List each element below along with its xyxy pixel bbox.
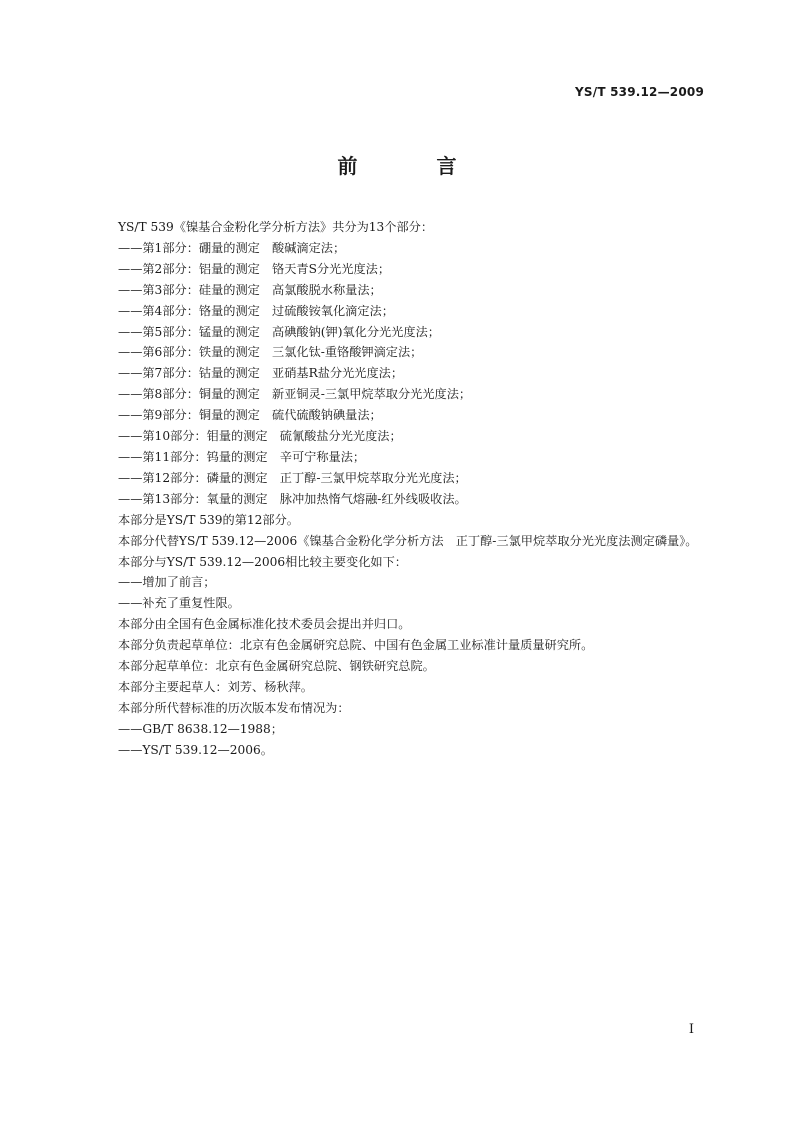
paragraph: 本部分由全国有色金属标准化技术委员会提出并归口。 xyxy=(118,617,411,632)
document-code: YS/T 539.12—2009 xyxy=(575,85,704,99)
foreword-body xyxy=(90,217,706,761)
paragraph: YS/T 539《镍基合金粉化学分析方法》共分为13个部分： xyxy=(118,220,434,234)
paragraph: 本部分负责起草单位：北京有色金属研究总院、中国有色金属工业标准计量质量研究所。 xyxy=(118,638,594,653)
list-item: ——第4部分：铬量的测定 过硫酸铵氧化滴定法； xyxy=(118,303,394,318)
paragraph: 本部分是YS/T 539的第12部分。 xyxy=(118,512,299,527)
paragraph: 本部分起草单位：北京有色金属研究总院、钢铁研究总院。 xyxy=(118,659,435,674)
list-item: ——第7部分：钴量的测定 亚硝基R盐分光光度法； xyxy=(118,366,404,381)
list-item: ——第1部分：硼量的测定 酸碱滴定法； xyxy=(118,240,346,255)
list-item: ——第11部分：钨量的测定 辛可宁称量法； xyxy=(118,449,366,464)
list-item: ——第6部分：铁量的测定 三氯化钛-重铬酸钾滴定法； xyxy=(118,345,423,360)
list-item: ——第10部分：钼量的测定 硫氰酸盐分光光度法； xyxy=(118,429,402,444)
page-title: 前 言 xyxy=(337,154,493,178)
paragraph: 本部分代替YS/T 539.12—2006《镍基合金粉化学分析方法 正丁醇-三氯甲烷萃取分光光度法测定磷量》。 xyxy=(118,533,698,548)
list-item: ——第2部分：铝量的测定 铬天青S分光光度法； xyxy=(118,261,391,276)
list-item: ——补充了重复性限。 xyxy=(118,596,240,611)
list-item: ——第9部分：铜量的测定 硫代硫酸钠碘量法； xyxy=(118,408,382,423)
paragraph: 本部分主要起草人：刘芳、杨秋萍。 xyxy=(118,679,313,694)
paragraph: 本部分与YS/T 539.12—2006相比较主要变化如下： xyxy=(118,554,407,569)
list-item: ——YS/T 539.12—2006。 xyxy=(118,742,273,757)
list-item: ——第12部分：磷量的测定 正丁醇-三氯甲烷萃取分光光度法； xyxy=(118,470,467,485)
list-item: ——第5部分：锰量的测定 高碘酸钠(钾)氧化分光光度法； xyxy=(118,324,440,339)
list-item: ——第13部分：氧量的测定 脉冲加热惰气熔融-红外线吸收法。 xyxy=(118,491,467,506)
page-number: I xyxy=(688,1022,694,1037)
list-item: ——第8部分：铜量的测定 新亚铜灵-三氯甲烷萃取分光光度法； xyxy=(118,387,472,402)
list-item: ——GB/T 8638.12—1988； xyxy=(118,721,283,736)
paragraph: 本部分所代替标准的历次版本发布情况为： xyxy=(118,700,350,715)
list-item: ——第3部分：硅量的测定 高氯酸脱水称量法； xyxy=(118,282,382,297)
list-item: ——增加了前言； xyxy=(118,575,216,590)
